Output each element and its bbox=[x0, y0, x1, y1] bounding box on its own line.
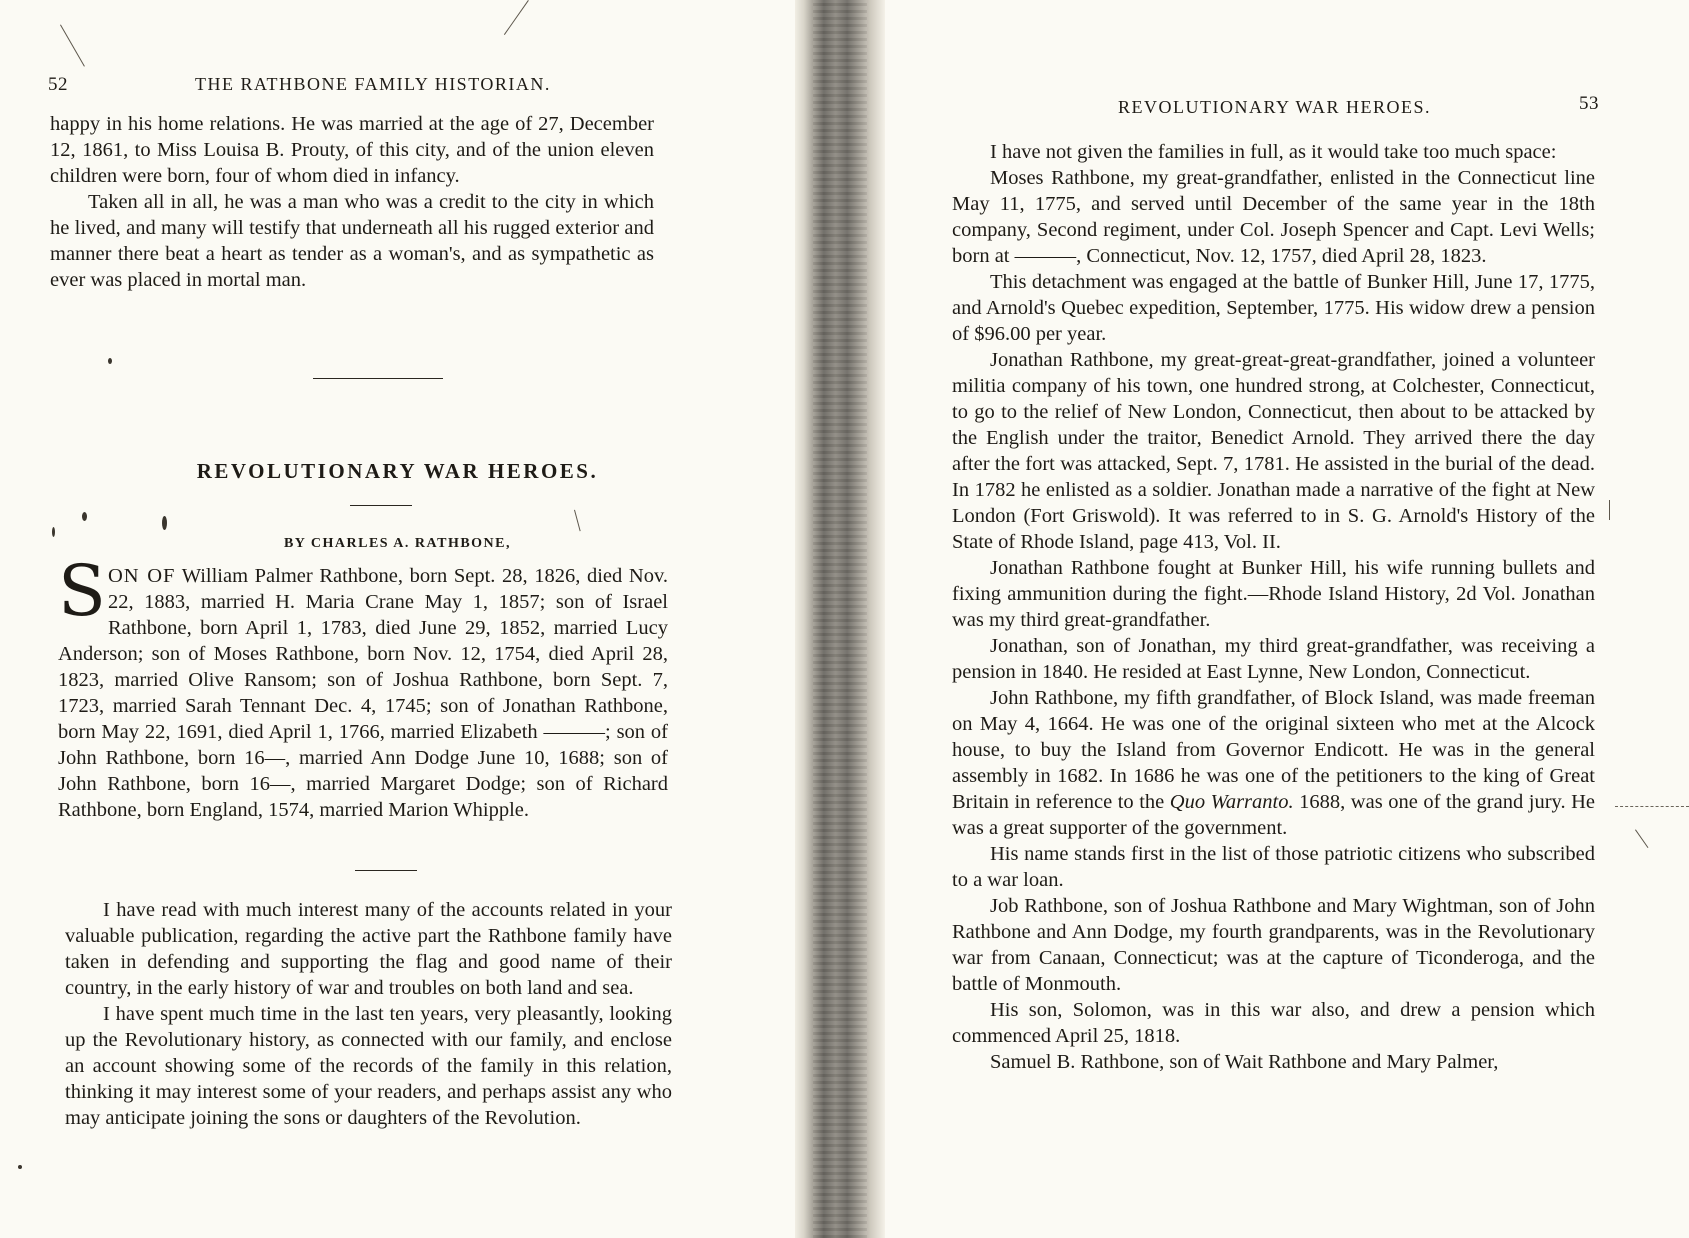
scan-mark bbox=[60, 25, 85, 67]
scan-mark bbox=[1635, 829, 1648, 848]
paragraph: Moses Rathbone, my great-grandfather, enlisted in the Connecticut line May 11, 1775, and served until December of the same year in the 18th company, Second regiment, under Col. Joseph Spencer and Capt. Levi Wells; born at ———, Connecticut, Nov. 12, 1757, died April 28, 1823. bbox=[952, 167, 1595, 267]
paragraph: I have read with much interest many of the accounts related in your valuable publication, regarding the active part the Rathbone family have taken in defending and supporting the flag and good name of their country, in the early history of war and troubles on both land and sea. bbox=[65, 899, 672, 999]
scan-speck bbox=[108, 358, 112, 364]
lead-in: ON OF bbox=[108, 565, 176, 587]
section-divider bbox=[313, 378, 443, 379]
scan-speck bbox=[52, 527, 55, 537]
paragraph bbox=[952, 685, 1595, 841]
right-running-head: REVOLUTIONARY WAR HEROES. bbox=[1118, 97, 1432, 117]
john-text-start: John Rathbone, my fifth grandfather, of Block Island, was made freeman on May 4, 1664. He was one of the original sixteen who met at the Alcock house, to buy the Island from Governor Endicott. He was in the general assembly in 1682. In 1686 he was one of the petitioners to the king of Great Britain in reference to the bbox=[952, 687, 1595, 813]
left-page bbox=[0, 0, 795, 1238]
john-text-end: 1688, was one of the grand jury. He was a great supporter of the government. bbox=[952, 791, 1596, 839]
continued-text bbox=[50, 111, 654, 293]
scan-mark bbox=[504, 0, 529, 35]
italic-phrase: Quo Warranto. bbox=[1169, 791, 1294, 813]
paragraph: Jonathan Rathbone fought at Bunker Hill, his wife running bullets and fixing ammunition during the fight.—Rhode Island History, 2d Vol. Jonathan was my third great-grandfather. bbox=[952, 557, 1595, 631]
paragraph: Taken all in all, he was a man who was a credit to the city in which he lived, and many will testify that underneath all his rugged exterior and manner there beat a heart as tender as a woman's, and as sympathetic as ever was placed in mortal man. bbox=[50, 191, 654, 291]
paragraph: Samuel B. Rathbone, son of Wait Rathbone and Mary Palmer, bbox=[990, 1051, 1499, 1073]
paragraph: This detachment was engaged at the battle of Bunker Hill, June 17, 1775, and Arnold's Quebec expedition, September, 1775. His widow drew a pension of $96.00 per year. bbox=[952, 271, 1595, 345]
right-page-number: 53 bbox=[1579, 93, 1599, 114]
drop-cap: S bbox=[58, 550, 106, 632]
body-text bbox=[65, 897, 672, 1131]
left-page-number: 52 bbox=[48, 74, 68, 95]
scan-speck bbox=[82, 512, 87, 521]
scan-mark bbox=[574, 510, 581, 532]
right-page bbox=[885, 0, 1689, 1238]
paragraph: Jonathan Rathbone, my great-great-great-grandfather, joined a volunteer militia company of his town, one hundred strong, at Colchester, Connecticut, to go to the relief of New London, Connecticut, then about to be attacked by the English under the traitor, Benedict Arnold. They arrived there the day after the fort was attacked, Sept. 7, 1781. He assisted in the burial of the dead. In 1782 he enlisted as a soldier. Jonathan made a narrative of the fight at New London (Fort Griswold). It was referred to in S. G. Arnold's History of the State of Rhode Island, page 413, Vol. II. bbox=[952, 349, 1595, 553]
body-rule bbox=[355, 870, 417, 871]
byline: BY CHARLES A. RATHBONE, bbox=[283, 536, 512, 551]
left-running-head: THE RATHBONE FAMILY HISTORIAN. bbox=[195, 74, 551, 94]
scan-speck bbox=[162, 516, 167, 530]
book-gutter bbox=[795, 0, 885, 1238]
paragraph: I have spent much time in the last ten years, very pleasantly, looking up the Revolutionary history, as connected with our family, and enclose an account showing some of the records of the family in this relation, thinking it may interest some of your readers, and perhaps assist any who may anticipate joining the sons or daughters of the Revolution. bbox=[65, 1003, 672, 1129]
paragraph: His name stands first in the list of those patriotic citizens who subscribed to a war loan. bbox=[952, 843, 1595, 891]
scan-speck bbox=[18, 1165, 22, 1169]
paragraph: Jonathan, son of Jonathan, my third great-grandfather, was receiving a pension in 1840. He resided at East Lynne, New London, Connecticut. bbox=[952, 635, 1595, 683]
paragraph bbox=[58, 550, 668, 823]
paragraph: His son, Solomon, was in this war also, and drew a pension which commenced April 25, 1818. bbox=[952, 999, 1595, 1047]
scan-mark bbox=[1609, 500, 1610, 520]
intro-paragraph: I have not given the families in full, as it would take too much space: bbox=[990, 141, 1557, 163]
paragraph: Job Rathbone, son of Joshua Rathbone and Mary Wightman, son of John Rathbone and Ann Dodge, my fourth grandparents, was in the Revolutionary war from Canaan, Connecticut; was at the capture of Ticonderoga, and the battle of Monmouth. bbox=[952, 895, 1595, 995]
article-title: REVOLUTIONARY WAR HEROES. bbox=[196, 459, 599, 483]
scan-mark bbox=[1615, 806, 1689, 807]
paragraph: happy in his home relations. He was married at the age of 27, December 12, 1861, to Miss Louisa B. Prouty, of this city, and of the union eleven children were born, four of whom died in infancy. bbox=[50, 113, 654, 187]
genealogy-paragraph bbox=[58, 550, 668, 823]
right-body-text bbox=[952, 139, 1595, 1075]
title-rule bbox=[350, 505, 412, 506]
genealogy-text: William Palmer Rathbone, born Sept. 28, 1826, died Nov. 22, 1883, married H. Maria Crane May 1, 1857; son of Israel Rathbone, born April 1, 1783, died June 29, 1852, married Lucy Anderson; son of Moses Rathbone, born Nov. 12, 1754, died April 28, 1823, married Olive Ransom; son of Joshua Rathbone, born Sept. 7, 1723, married Sarah Tennant Dec. 4, 1745; son of Jonathan Rathbone, born May 22, 1691, died April 1, 1766, married Elizabeth ———; son of John Rathbone, born 16—, married Ann Dodge June 10, 1688; son of John Rathbone, born 16—, married Margaret Dodge; son of Richard Rathbone, born England, 1574, married Marion Whipple. bbox=[58, 565, 668, 821]
